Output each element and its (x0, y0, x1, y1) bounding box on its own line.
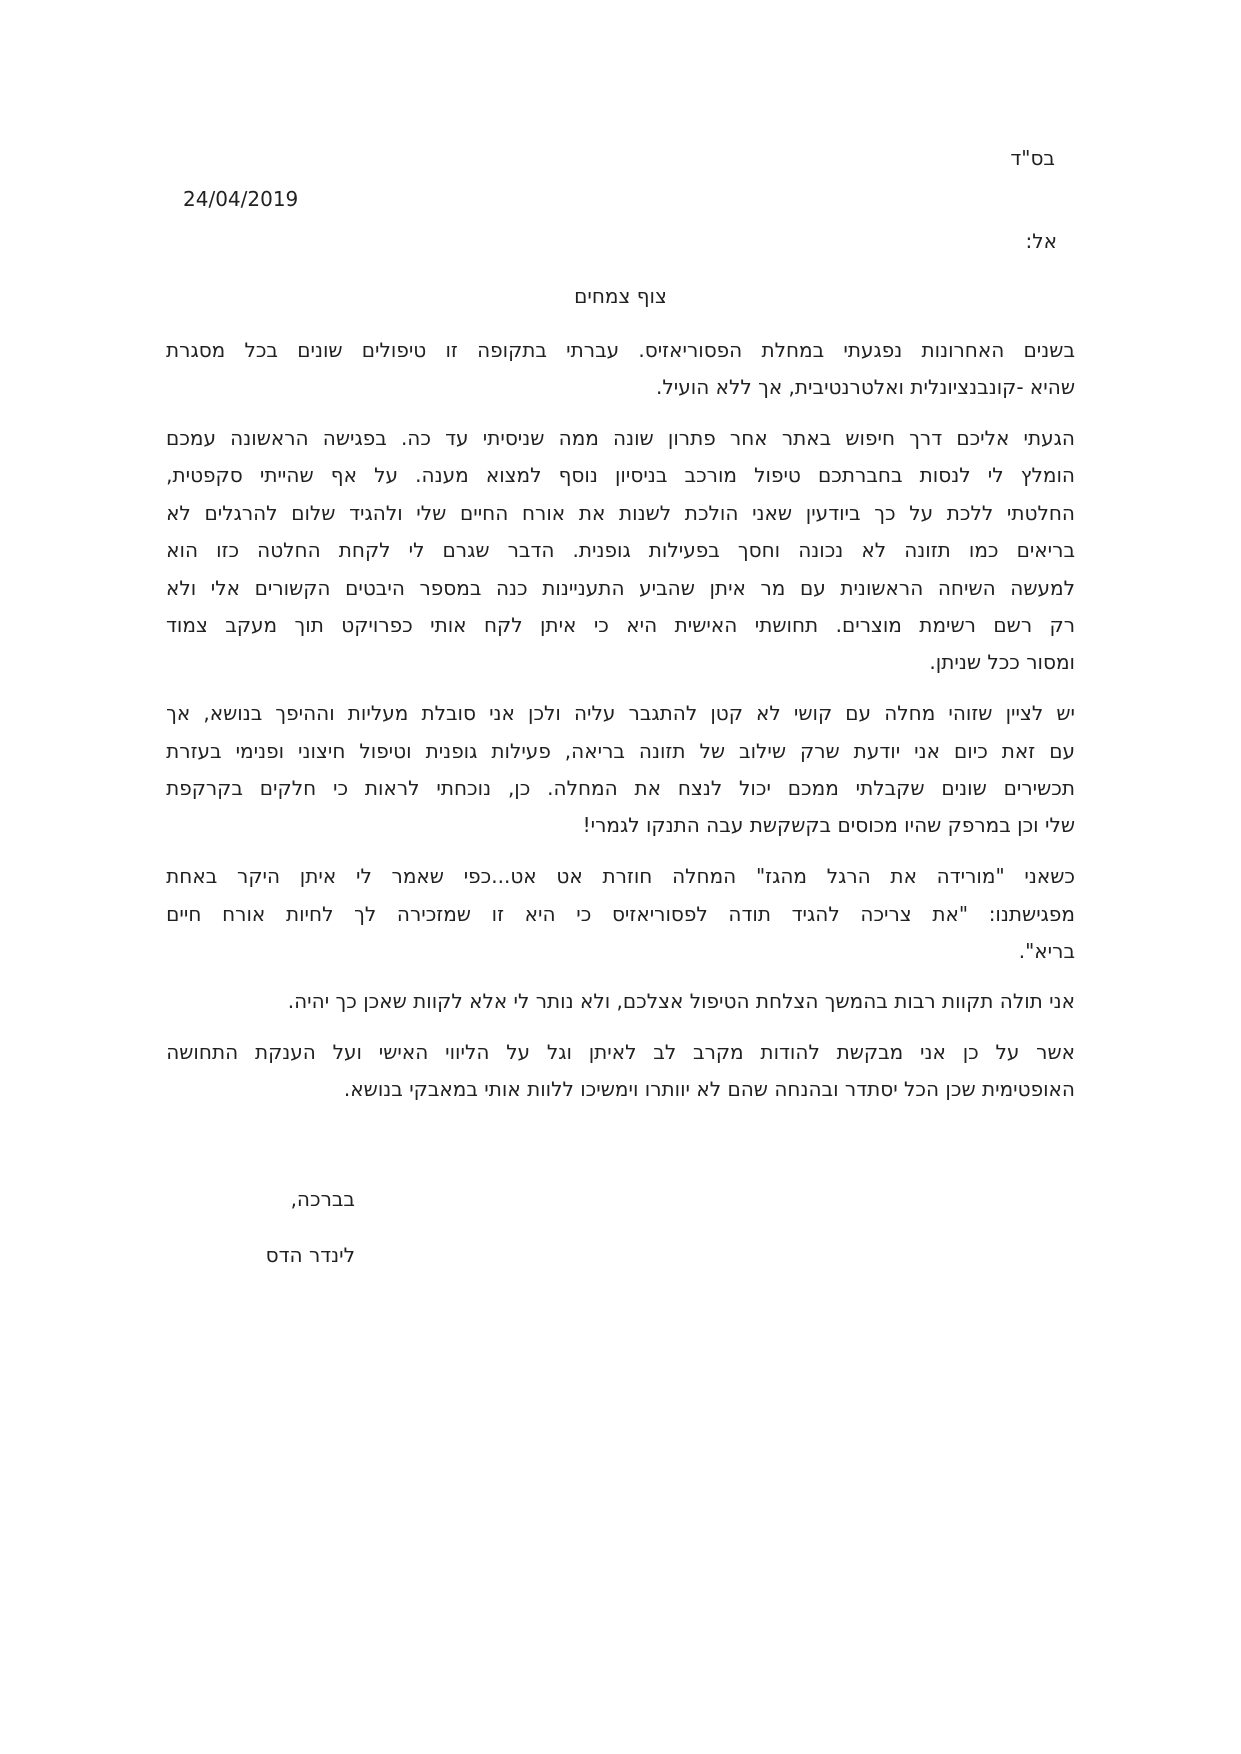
paragraph-1 (166, 331, 1075, 406)
letter-title: צוף צמחים (574, 284, 667, 308)
paragraph-2-line-1: הגעתי אליכם דרך חיפוש באתר אחר פתרון שונה ממה שניסיתי עד כה. בפגישה הראשונה עמכם (166, 425, 1075, 450)
paragraph-2 (166, 419, 1075, 682)
paragraph-2-line-3: החלטתי ללכת על כך ביודעין שאני הולכת לשנות את אורח החיים שלי ולהגיד שלום להרגלים לא (166, 500, 1075, 525)
paragraph-1-line-1: בשנים האחרונות נפגעתי במחלת הפסוריאזיס. עברתי בתקופה זו טיפולים שונים בכל מסגרת (166, 337, 1075, 362)
paragraph-4 (166, 858, 1075, 971)
paragraph-5 (166, 983, 1075, 1021)
paragraph-3-line-2: עם זאת כיום אני יודעת שרק שילוב של תזונה בריאה, פעילות גופנית וטיפול חיצוני ופנימי בעזרת (166, 738, 1075, 763)
letter-body (166, 331, 1075, 1109)
paragraph-2-line-5: למעשה השיחה הראשונית עם מר איתן שהביע התעניינות כנה במספר היבטים הקשורים אלי ולא (166, 575, 1075, 600)
paragraph-2-line-7: ומסור ככל שניתן. (929, 650, 1075, 674)
closing-salutation: בברכה, (290, 1186, 355, 1211)
paragraph-6 (166, 1034, 1075, 1109)
paragraph-3-line-3: תכשירים שונים שקבלתי ממכם יכול לנצח את המחלה. כן, נוכחתי לראות כי חלקים בקרקפת (166, 776, 1075, 801)
paragraph-2-line-4: בריאים כמו תזונה לא נכונה וחסך בפעילות גופנית. הדבר שגרם לי לקחת החלטה כזו הוא (166, 538, 1075, 563)
bsd-header: בס"ד (1010, 146, 1055, 170)
paragraph-6-line-2: האופטימית שכן הכל יסתדר ובהנחה שהם לא יוותרו וימשיכו ללוות אותי במאבקי בנושא. (343, 1077, 1075, 1101)
paragraph-4-line-1: כשאני "מורידה את הרגל מהגז" המחלה חוזרת אט אט...כפי שאמר לי איתן היקר באחת (166, 864, 1075, 889)
signature-name: לינדר הדס (265, 1242, 355, 1267)
paragraph-4-line-3: בריא". (1018, 938, 1075, 963)
paragraph-5-line-1: אני תולה תקוות רבות בהמשך הצלחת הטיפול אצלכם, ולא נותר לי אלא לקוות שאכן כך יהיה. (287, 989, 1075, 1013)
to-label: אל: (1025, 229, 1057, 253)
paragraph-3 (166, 695, 1075, 845)
paragraph-2-line-6: רק רשם רשימת מוצרים. תחושתי האישית היא כי איתן לקח אותי כפרויקט תוך מעקב צמוד (166, 613, 1075, 638)
paragraph-3-line-4: שלי וכן במרפק שהיו מכוסים בקשקשת עבה התנקו לגמרי! (582, 813, 1075, 837)
letter-date: 24/04/2019 (183, 187, 299, 211)
paragraph-3-line-1: יש לציין שזוהי מחלה עם קושי לא קטן להתגבר עליה ולכן אני סובלת מעליות וההיפך בנושא, אך (166, 701, 1075, 726)
paragraph-6-line-1: אשר על כן אני מבקשת להודות מקרב לב לאיתן וגל על הליווי האישי ועל הענקת התחושה (166, 1040, 1075, 1065)
paragraph-4-line-2: מפגישתנו: "את צריכה להגיד תודה לפסוריאזיס כי היא זו שמזכירה לך לחיות אורח חיים (166, 901, 1075, 926)
paragraph-1-line-2: שהיא -קונבנציונלית ואלטרנטיבית, אך ללא הועיל. (656, 374, 1075, 399)
paragraph-2-line-2: הומלץ לי לנסות בחברתכם טיפול מורכב בניסיון נוסף למצוא מענה. על אף שהייתי סקפטית, (166, 463, 1075, 488)
